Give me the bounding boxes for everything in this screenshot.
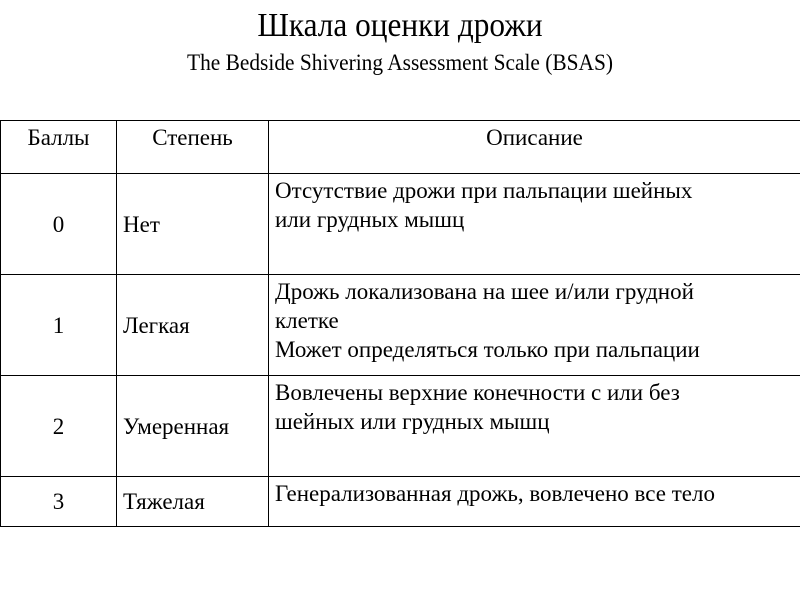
description-line: клетке (275, 308, 339, 333)
degree-cell: Нет (117, 174, 269, 275)
header-description: Описание (269, 121, 800, 174)
table-row (1, 477, 800, 527)
description-cell (269, 174, 800, 275)
description-cell (269, 275, 800, 376)
table-row (1, 174, 800, 275)
score-cell: 2 (1, 376, 117, 477)
score-cell: 1 (1, 275, 117, 376)
degree-cell: Тяжелая (117, 477, 269, 527)
description-line: Генерализованная дрожь, вовлечено все тело (275, 481, 715, 506)
bsas-table (0, 120, 800, 527)
description-line: Отсутствие дрожи при пальпации шейных (275, 178, 693, 203)
slide-subtitle: The Bedside Shivering Assessment Scale (BSAS) (187, 50, 613, 75)
degree-cell: Легкая (117, 275, 269, 376)
table-header-row (1, 121, 800, 174)
description-line: или грудных мышц (275, 207, 465, 232)
table-row (1, 275, 800, 376)
header-degree: Степень (117, 121, 269, 174)
table-row (1, 376, 800, 477)
description-line: Дрожь локализована на шее и/или грудной (275, 279, 694, 304)
description-line: шейных или грудных мышц (275, 409, 550, 434)
description-cell (269, 477, 800, 527)
description-line: Вовлечены верхние конечности с или без (275, 380, 680, 405)
score-cell: 3 (1, 477, 117, 527)
degree-cell: Умеренная (117, 376, 269, 477)
score-cell: 0 (1, 174, 117, 275)
slide-title: Шкала оценки дрожи (257, 7, 543, 44)
description-line: Может определяться только при пальпации (275, 337, 700, 362)
header-score: Баллы (1, 121, 117, 174)
description-cell (269, 376, 800, 477)
